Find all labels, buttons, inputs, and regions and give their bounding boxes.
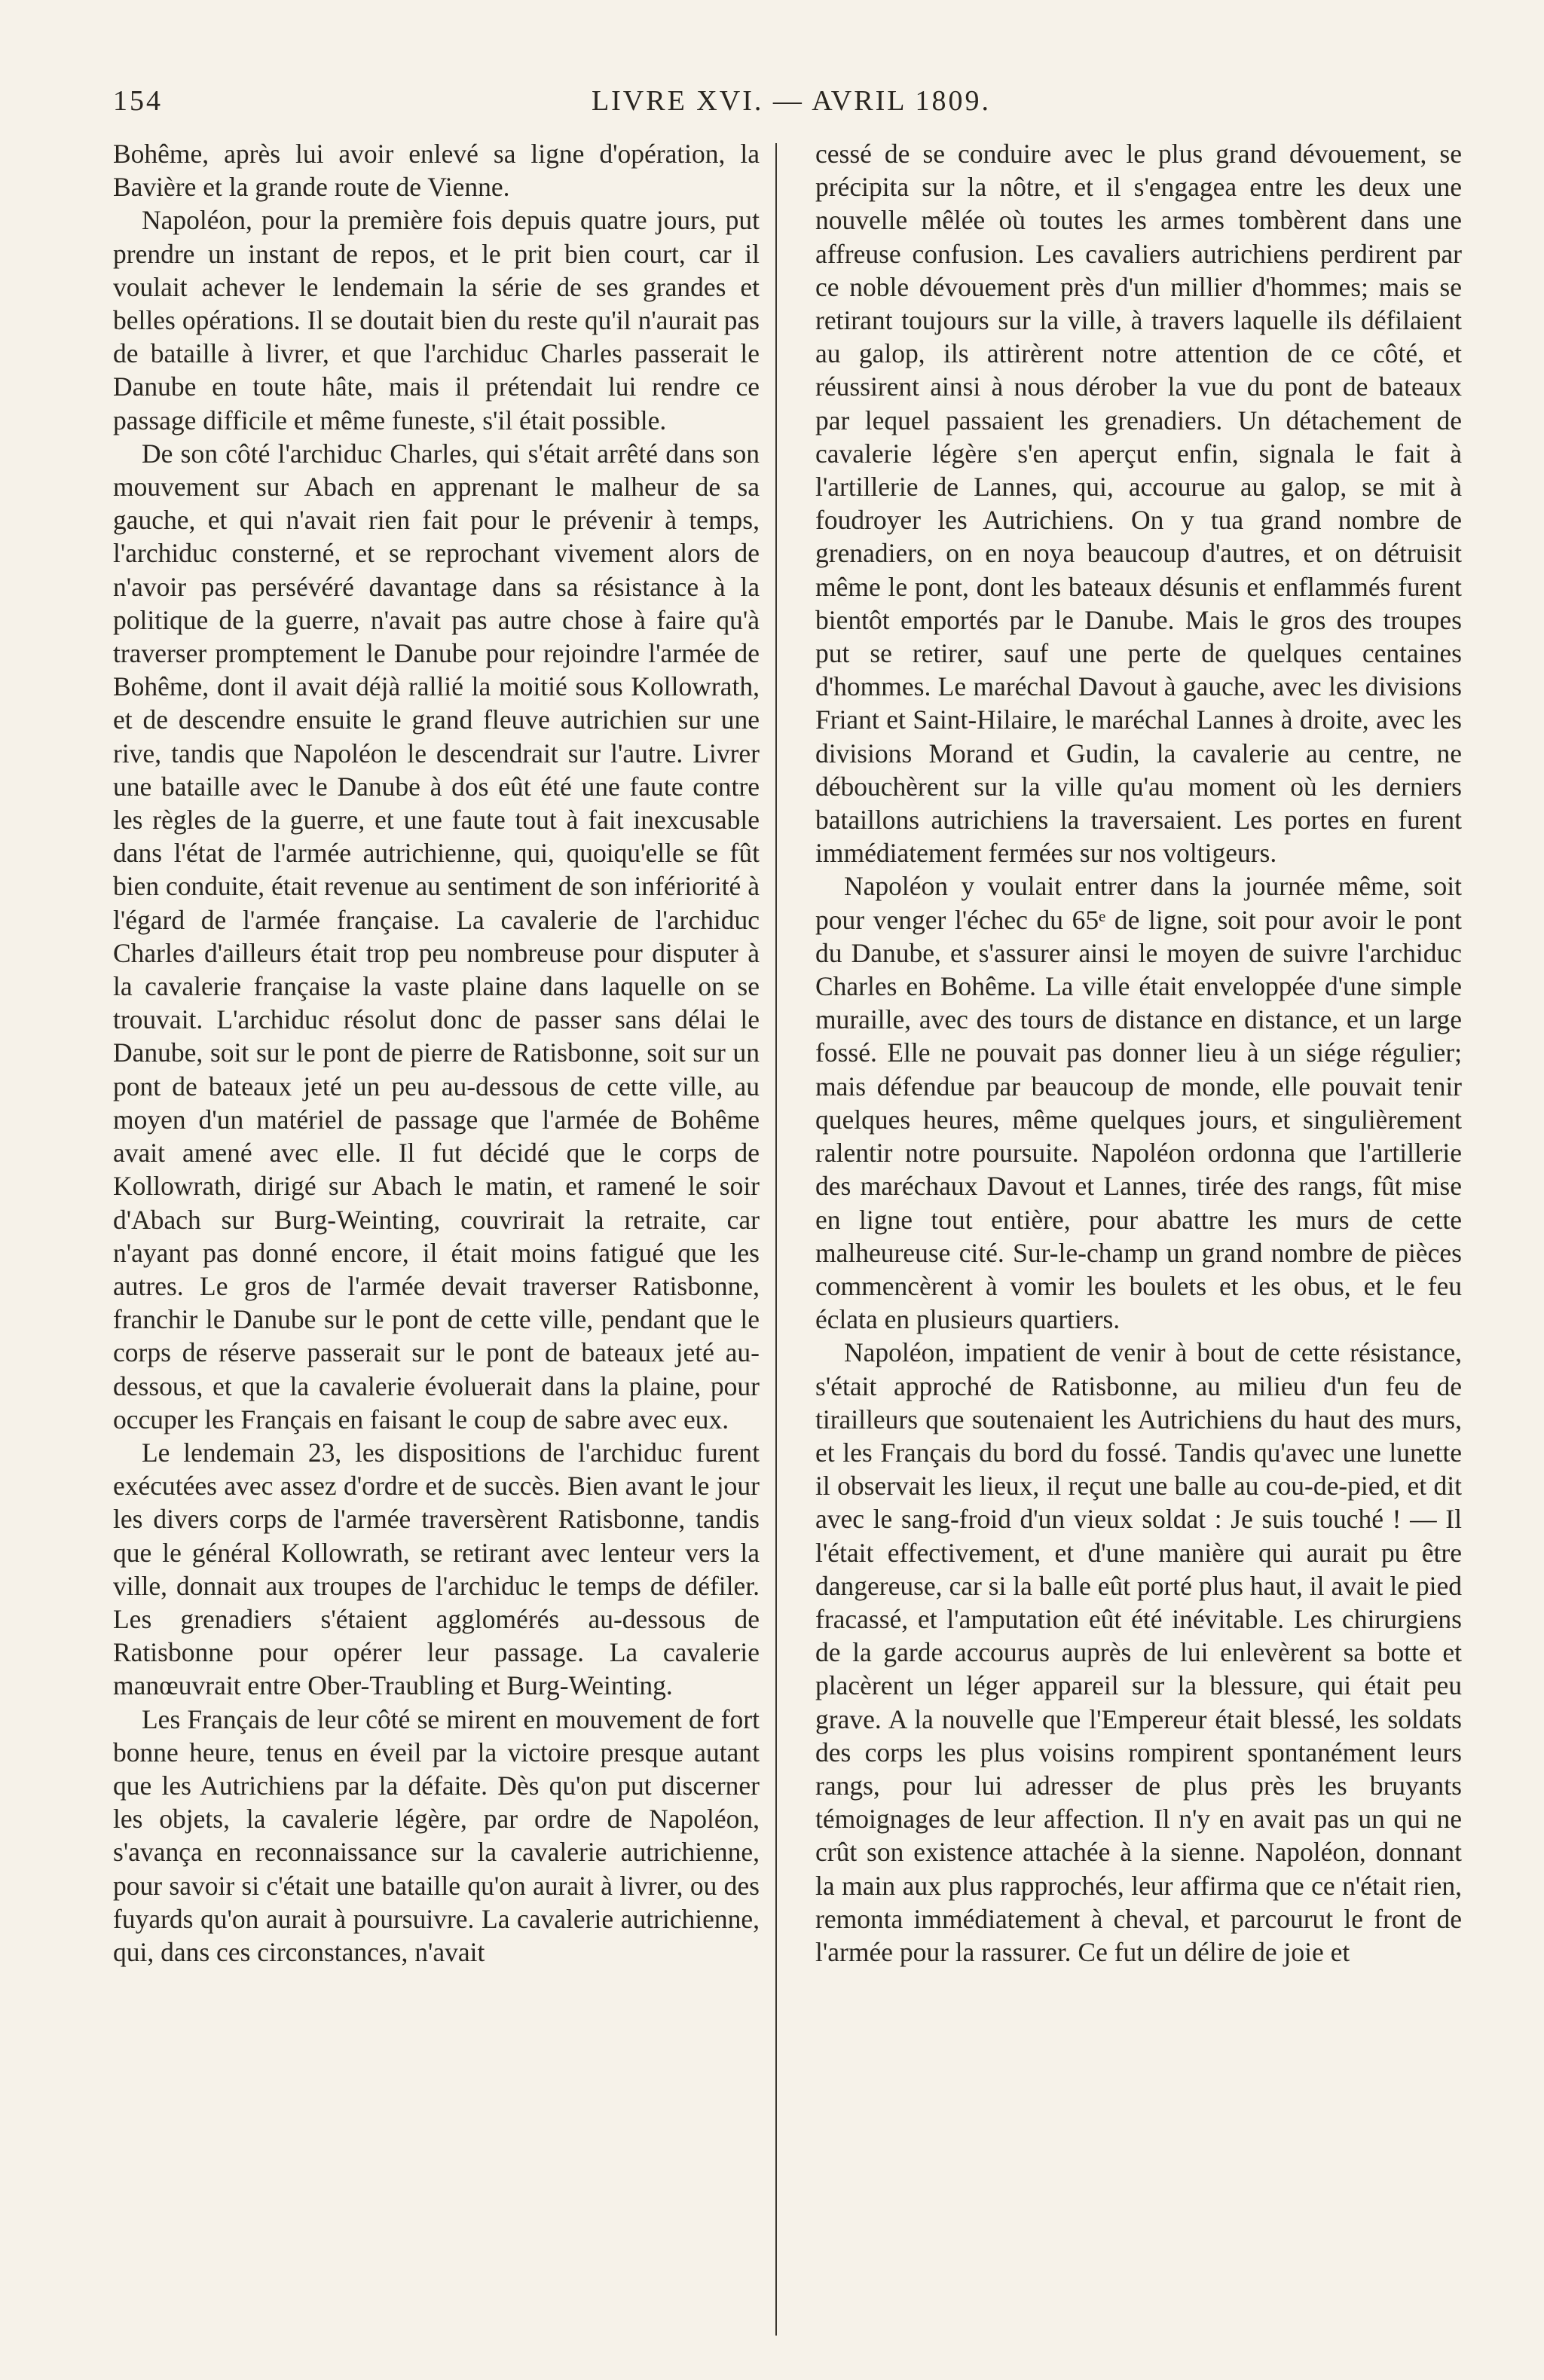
paragraph: Les Français de leur côté se mirent en mouvement de fort bonne heure, tenus en éveil par la victoire presque autant que les Autrichiens par la défaite. Dès qu'on put discerner les objets, la cavalerie légère, par ordre de Napoléon, s'avança en reconnaissance sur la cavalerie autrichienne, pour savoir si c'était une bataille qu'on aurait à livrer, ou des fuyards qu'on aurait à poursuivre. La cavalerie autrichienne, qui, dans ces circonstances, n'avait <box>113 1703 760 1967</box>
page-number: 154 <box>113 85 163 117</box>
page-header <box>113 84 1469 130</box>
column-divider <box>775 143 777 2336</box>
paragraph: De son côté l'archiduc Charles, qui s'était arrêté dans son mouvement sur Abach en apprenant le malheur de sa gauche, et qui n'avait rien fait pour le prévenir à temps, l'archiduc consterné, et se reprochant vivement alors de n'avoir pas persévéré davantage dans sa résistance à la politique de la guerre, n'avait pas autre chose à faire qu'à traverser promptement le Danube pour rejoindre l'armée de Bohême, dont il avait déjà rallié la moitié sous Kollowrath, et de descendre ensuite le grand fleuve autrichien sur une rive, tandis que Napoléon le descendrait sur l'autre. Livrer une bataille avec le Danube à dos eût été une faute contre les règles de la guerre, et une faute tout à fait inexcusable dans l'état de l'armée autrichienne, qui, quoiqu'elle se fût bien conduite, était revenue au sentiment de son infériorité à l'égard de l'armée française. La cavalerie de l'archiduc Charles d'ailleurs était trop peu nombreuse pour disputer à la cavalerie française la vaste plaine dans laquelle on se trouvait. L'archiduc résolut donc de passer sans délai le Danube, soit sur le pont de pierre de Ratisbonne, soit sur un pont de bateaux jeté un peu au-dessous de cette ville, au moyen d'un matériel de passage que l'armée de Bohême avait amené avec elle. Il fut décidé que le corps de Kollowrath, dirigé sur Abach le matin, et ramené le soir d'Abach sur Burg-Weinting, couvrirait la retraite, car n'ayant pas donné encore, il était moins fatigué que les autres. Le gros de l'armée devait traverser Ratisbonne, franchir le Danube sur le pont de cette ville, pendant que le corps de réserve passerait sur le pont de bateaux jeté au-dessous, et que la cavalerie évoluerait dans la plaine, pour occuper les Français en faisant le coup de sabre avec eux. <box>113 438 760 1434</box>
paragraph: Napoléon y voulait entrer dans la journée même, soit pour venger l'échec du 65ᵉ de ligne, soit pour avoir le pont du Danube, et s'assurer ainsi le moyen de suivre l'archiduc Charles en Bohême. La ville était enveloppée d'une simple muraille, avec des tours de distance en distance, et un large fossé. Elle ne pouvait pas donner lieu à un siége régulier; mais défendue par beaucoup de monde, elle pouvait tenir quelques heures, même quelques jours, et singulièrement ralentir notre poursuite. Napoléon ordonna que l'artillerie des maréchaux Davout et Lannes, tirée des rangs, fût mise en ligne tout entière, pour abattre les murs de cette malheureuse cité. Sur-le-champ un grand nombre de pièces commencèrent à vomir les boulets et les obus, et le feu éclata en plusieurs quartiers. <box>815 871 1462 1335</box>
left-column <box>113 137 760 2337</box>
paragraph: Bohême, après lui avoir enlevé sa ligne d'opération, la Bavière et la grande route de Vienne. <box>113 139 760 203</box>
paragraph: Le lendemain 23, les dispositions de l'archiduc furent exécutées avec assez d'ordre et de succès. Bien avant le jour les divers corps de l'armée traversèrent Ratisbonne, tandis que le général Kollowrath, se retirant avec lenteur vers la ville, donnait aux troupes de l'archiduc le temps de défiler. Les grenadiers s'étaient agglomérés au-dessous de Ratisbonne pour opérer leur passage. La cavalerie manœuvrait entre Ober-Traubling et Burg-Weinting. <box>113 1437 760 1701</box>
running-title: LIVRE XVI. — AVRIL 1809. <box>591 85 992 117</box>
paragraph: Napoléon, impatient de venir à bout de cette résistance, s'était approché de Ratisbonne, au milieu d'un feu de tirailleurs que soutenaient les Autrichiens du haut des murs, et les Français du bord du fossé. Tandis qu'avec une lunette il observait les lieux, il reçut une balle au cou-de-pied, et dit avec le sang-froid d'un vieux soldat : Je suis touché ! — Il l'était effectivement, et d'une manière qui aurait pu être dangereuse, car si la balle eût porté plus haut, il avait le pied fracassé, et l'amputation eût été inévitable. Les chirurgiens de la garde accourus auprès de lui enlevèrent sa botte et placèrent un léger appareil sur la blessure, qui était peu grave. A la nouvelle que l'Empereur était blessé, les soldats des corps les plus voisins rompirent spontanément leurs rangs, pour lui adresser de plus près les bruyants témoignages de leur affection. Il n'y en avait pas un qui ne crût son existence attachée à la sienne. Napoléon, donnant la main aux plus rapprochés, leur affirma que ce n'était rien, remonta immédiatement à cheval, et parcourut le front de l'armée pour la rassurer. Ce fut un délire de joie et <box>815 1337 1462 1967</box>
text-columns <box>113 137 1462 2337</box>
right-column <box>815 137 1462 2337</box>
paragraph: Napoléon, pour la première fois depuis quatre jours, put prendre un instant de repos, et le prit bien court, car il voulait achever le lendemain la série de ses grandes et belles opérations. Il se doutait bien du reste qu'il n'aurait pas de bataille à livrer, et que l'archiduc Charles passerait le Danube en toute hâte, mais il prétendait lui rendre ce passage difficile et même funeste, s'il était possible. <box>113 205 760 435</box>
paragraph: cessé de se conduire avec le plus grand dévouement, se précipita sur la nôtre, et il s'engagea entre les deux une nouvelle mêlée où toutes les armes tombèrent dans une affreuse confusion. Les cavaliers autrichiens perdirent par ce noble dévouement près d'un millier d'hommes; mais se retirant toujours sur la ville, à travers laquelle ils défilaient au galop, ils attirèrent notre attention de ce côté, et réussirent ainsi à nous dérober la vue du pont de bateaux par lequel passaient les grenadiers. Un détachement de cavalerie légère s'en aperçut enfin, signala le fait à l'artillerie de Lannes, qui, accourue au galop, se mit à foudroyer les Autrichiens. On y tua grand nombre de grenadiers, on en noya beaucoup d'autres, et on détruisit même le pont, dont les bateaux désunis et enflammés furent bientôt emportés par le Danube. Mais le gros des troupes put se retirer, sauf une perte de quelques centaines d'hommes. Le maréchal Davout à gauche, avec les divisions Friant et Saint-Hilaire, le maréchal Lannes à droite, avec les divisions Morand et Gudin, la cavalerie au centre, ne débouchèrent sur la ville qu'au moment où les derniers bataillons autrichiens la traversaient. Les portes en furent immédiatement fermées sur nos voltigeurs. <box>815 139 1462 869</box>
